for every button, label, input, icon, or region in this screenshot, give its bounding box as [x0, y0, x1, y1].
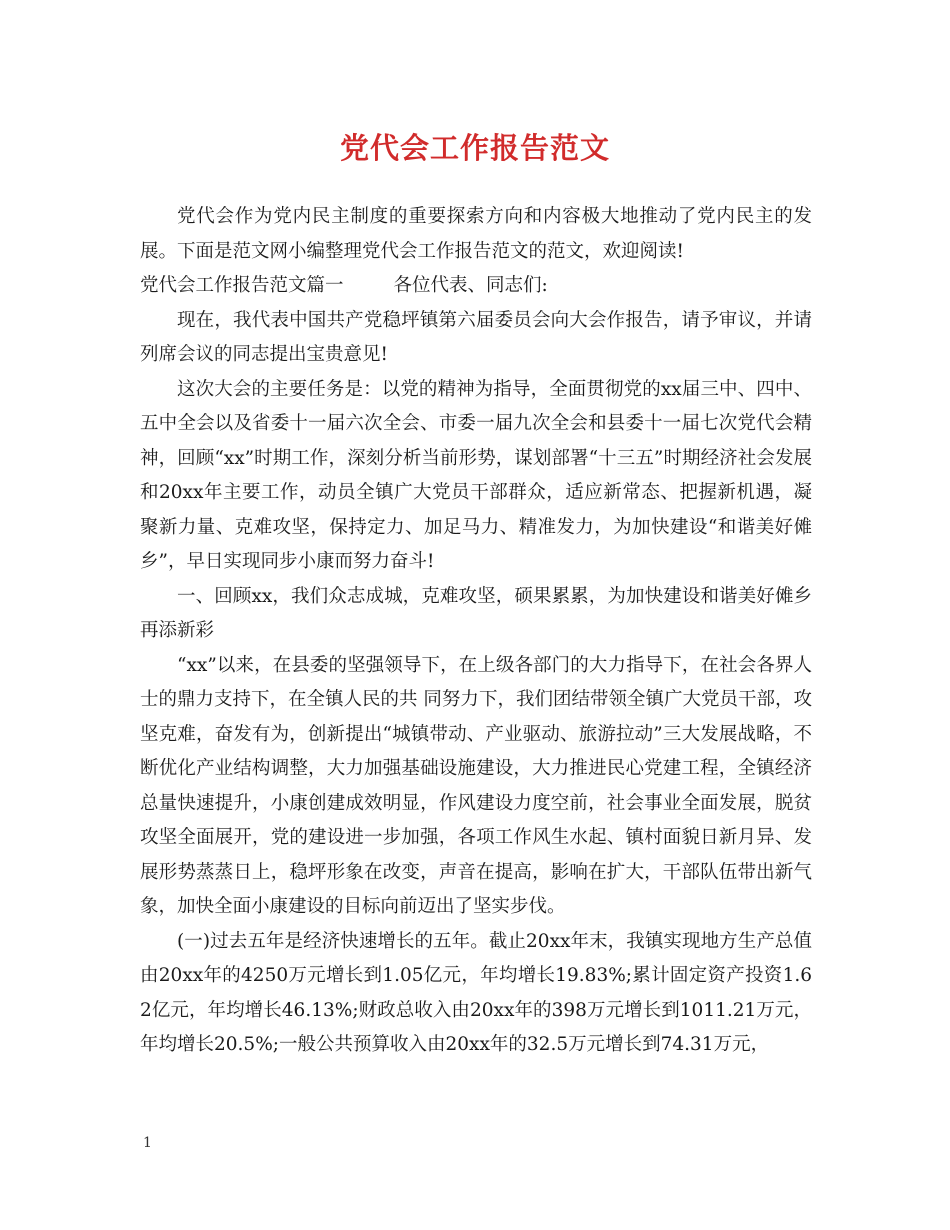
intro-paragraph: 党代会作为党内民主制度的重要探索方向和内容极大地推动了党内民主的发展。下面是范文网小编整理党代会工作报告范文的范文，欢迎阅读! [140, 206, 812, 262]
page-number: 1 [143, 1135, 152, 1151]
paragraph-opening: 现在，我代表中国共产党稳坪镇第六届委员会向大会作报告，请予审议，并请列席会议的同志提出宝贵意见! [140, 309, 812, 365]
document-body [140, 200, 812, 1063]
paragraph-review-heading: 一、回顾xx，我们众志成城，克难攻坚，硕果累累，为加快建设和谐美好傩乡再添新彩 [140, 585, 812, 641]
section-heading-line [140, 269, 812, 304]
paragraph-economic-growth: (一)过去五年是经济快速增长的五年。截止20xx年末，我镇实现地方生产总值由20xx年的4250万元增长到1.05亿元，年均增长19.83%;累计固定资产投资1.62亿元，年均增长46.13%;财政总收入由20xx年的398万元增长到1011.21万元，年均增长20.5%;一般公共预算收入由20xx年的32.5万元增长到74.31万元， [140, 930, 812, 1055]
paragraph-main-tasks: 这次大会的主要任务是：以党的精神为指导，全面贯彻党的xx届三中、四中、五中全会以及省委十一届六次全会、市委一届九次全会和县委十一届七次党代会精神，回顾“xx”时期工作，深刻分析当前形势，谋划部署“十三五”时期经济社会发展和20xx年主要工作，动员全镇广大党员干部群众，适应新常态、把握新机遇，凝聚新力量、克难攻坚，保持定力、加足马力、精准发力，为加快建设“和谐美好傩乡”，早日实现同步小康而努力奋斗! [140, 378, 812, 572]
document-title: 党代会工作报告范文 [339, 131, 610, 165]
section-heading: 党代会工作报告范文篇一 [140, 275, 344, 296]
paragraph-achievements: “xx”以来，在县委的坚强领导下，在上级各部门的大力指导下，在社会各界人士的鼎力支持下，在全镇人民的共 同努力下，我们团结带领全镇广大党员干部，攻坚克难，奋发有为，创新提出“城镇带动、产业驱动、旅游拉动”三大发展战略，不断优化产业结构调整，大力加强基础设施建设，大力推进民心党建工程，全镇经济总量快速提升，小康创建成效明显，作风建设力度空前，社会事业全面发展，脱贫攻坚全面展开，党的建设进一步加强，各项工作风生水起、镇村面貌日新月异、发展形势蒸蒸日上，稳坪形象在改变，声音在提高，影响在扩大，干部队伍带出新气象，加快全面小康建设的目标向前迈出了坚实步伐。 [140, 654, 812, 917]
salutation: 各位代表、同志们: [393, 275, 548, 296]
